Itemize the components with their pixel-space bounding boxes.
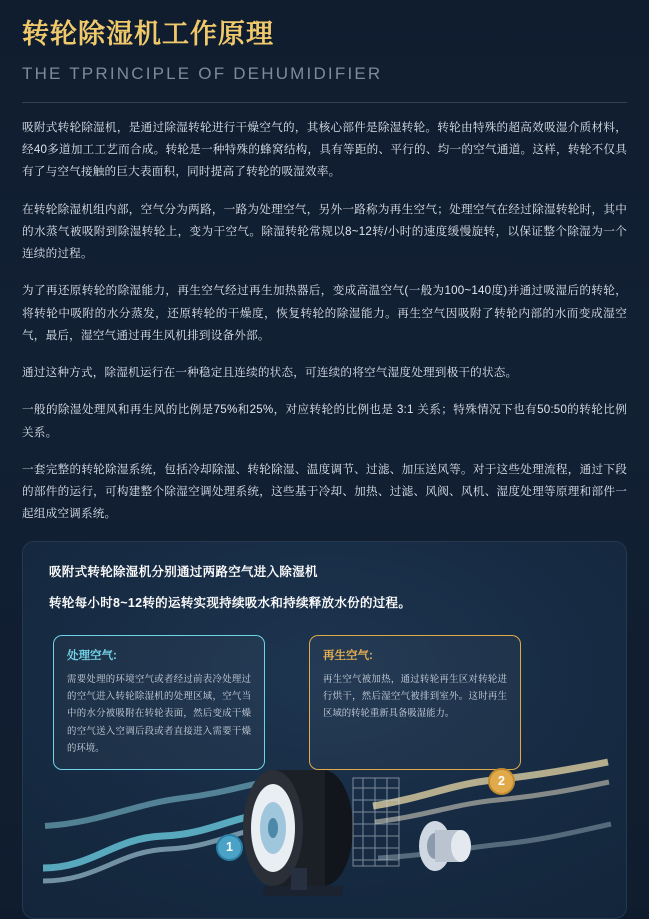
diagram-heading-1: 吸附式转轮除湿机分别通过两路空气进入除湿机	[49, 564, 318, 579]
badge-process-air: 1	[216, 834, 243, 861]
dehumidifier-illustration	[23, 718, 627, 918]
diagram-card	[22, 541, 627, 919]
paragraph-2: 在转轮除湿机组内部，空气分为两路，一路为处理空气，另外一路称为再生空气；处理空气在经过除湿转轮时，其中的水蒸气被吸附到除湿转轮上，变为干空气。除湿转轮常规以8~12转/小时的速度缓慢旋转，以保证整个除湿为一个连续的过程。	[22, 202, 627, 260]
header-divider	[22, 102, 627, 103]
article-body	[22, 117, 627, 526]
page-subtitle: THE TPRINCIPLE OF DEHUMIDIFIER	[22, 63, 383, 83]
paragraph-5: 一般的除湿处理风和再生风的比例是75%和25%，对应转轮的比例也是 3:1 关系；特殊情况下也有50:50的转轮比例关系。	[22, 403, 627, 439]
paragraph-1: 吸附式转轮除湿机，是通过除湿转轮进行干燥空气的，其核心部件是除湿转轮。转轮由特殊的超高效吸湿介质材料，经40多道加工工艺而合成。转轮是一种特殊的蜂窝结构，具有等距的、平行的、均一的空气通道。这样，转轮不仅具有了与空气接触的巨大表面积，同时提高了转轮的吸湿效率。	[22, 120, 627, 179]
page-title: 转轮除湿机工作原理	[22, 19, 274, 49]
paragraph-3: 为了再还原转轮的除湿能力，再生空气经过再生加热器后，变成高温空气(一般为100~140度)并通过吸湿后的转轮，将转轮中吸附的水分蒸发，还原转轮的干燥度，恢复转轮的除湿能力。再生空气因吸附了转轮内部的水而变成湿空气，最后，湿空气通过再生风机排到设备外部。	[22, 284, 627, 342]
paragraph-4: 通过这种方式，除湿机运行在一种稳定且连续的状态，可连续的将空气湿度处理到极干的状态。	[22, 366, 518, 379]
diagram-heading-2: 转轮每小时8~12转的运转实现持续吸水和持续释放水份的过程。	[49, 595, 412, 610]
paragraph-6: 一套完整的转轮除湿系统，包括冷却除湿、转轮除湿、温度调节、过滤、加压送风等。对于这些处理流程，通过下段的部件的运行，可构建整个除湿空调处理系统，这些基于冷却、加热、过滤、风阀、风机、湿度处理等原理和部件一起组成空调系统。	[22, 462, 627, 521]
callout-process-air-text: 需要处理的环境空气或者经过前表冷处理过的空气进入转轮除湿机的处理区域，空气当中的水分被吸附在转轮表面，然后变成干燥的空气送入空调后段或者直接进入需要干燥的环境。	[67, 672, 251, 754]
callout-regeneration-air-text: 再生空气被加热，通过转轮再生区对转轮进行烘干，然后湿空气被排到室外。这时再生区域的转轮重新具备吸湿能力。	[323, 672, 507, 719]
callout-process-air-title: 处理空气:	[67, 649, 117, 662]
badge-regeneration-air: 2	[488, 768, 515, 795]
diagram-headings	[23, 542, 626, 611]
callout-regeneration-air-title: 再生空气:	[323, 649, 373, 662]
